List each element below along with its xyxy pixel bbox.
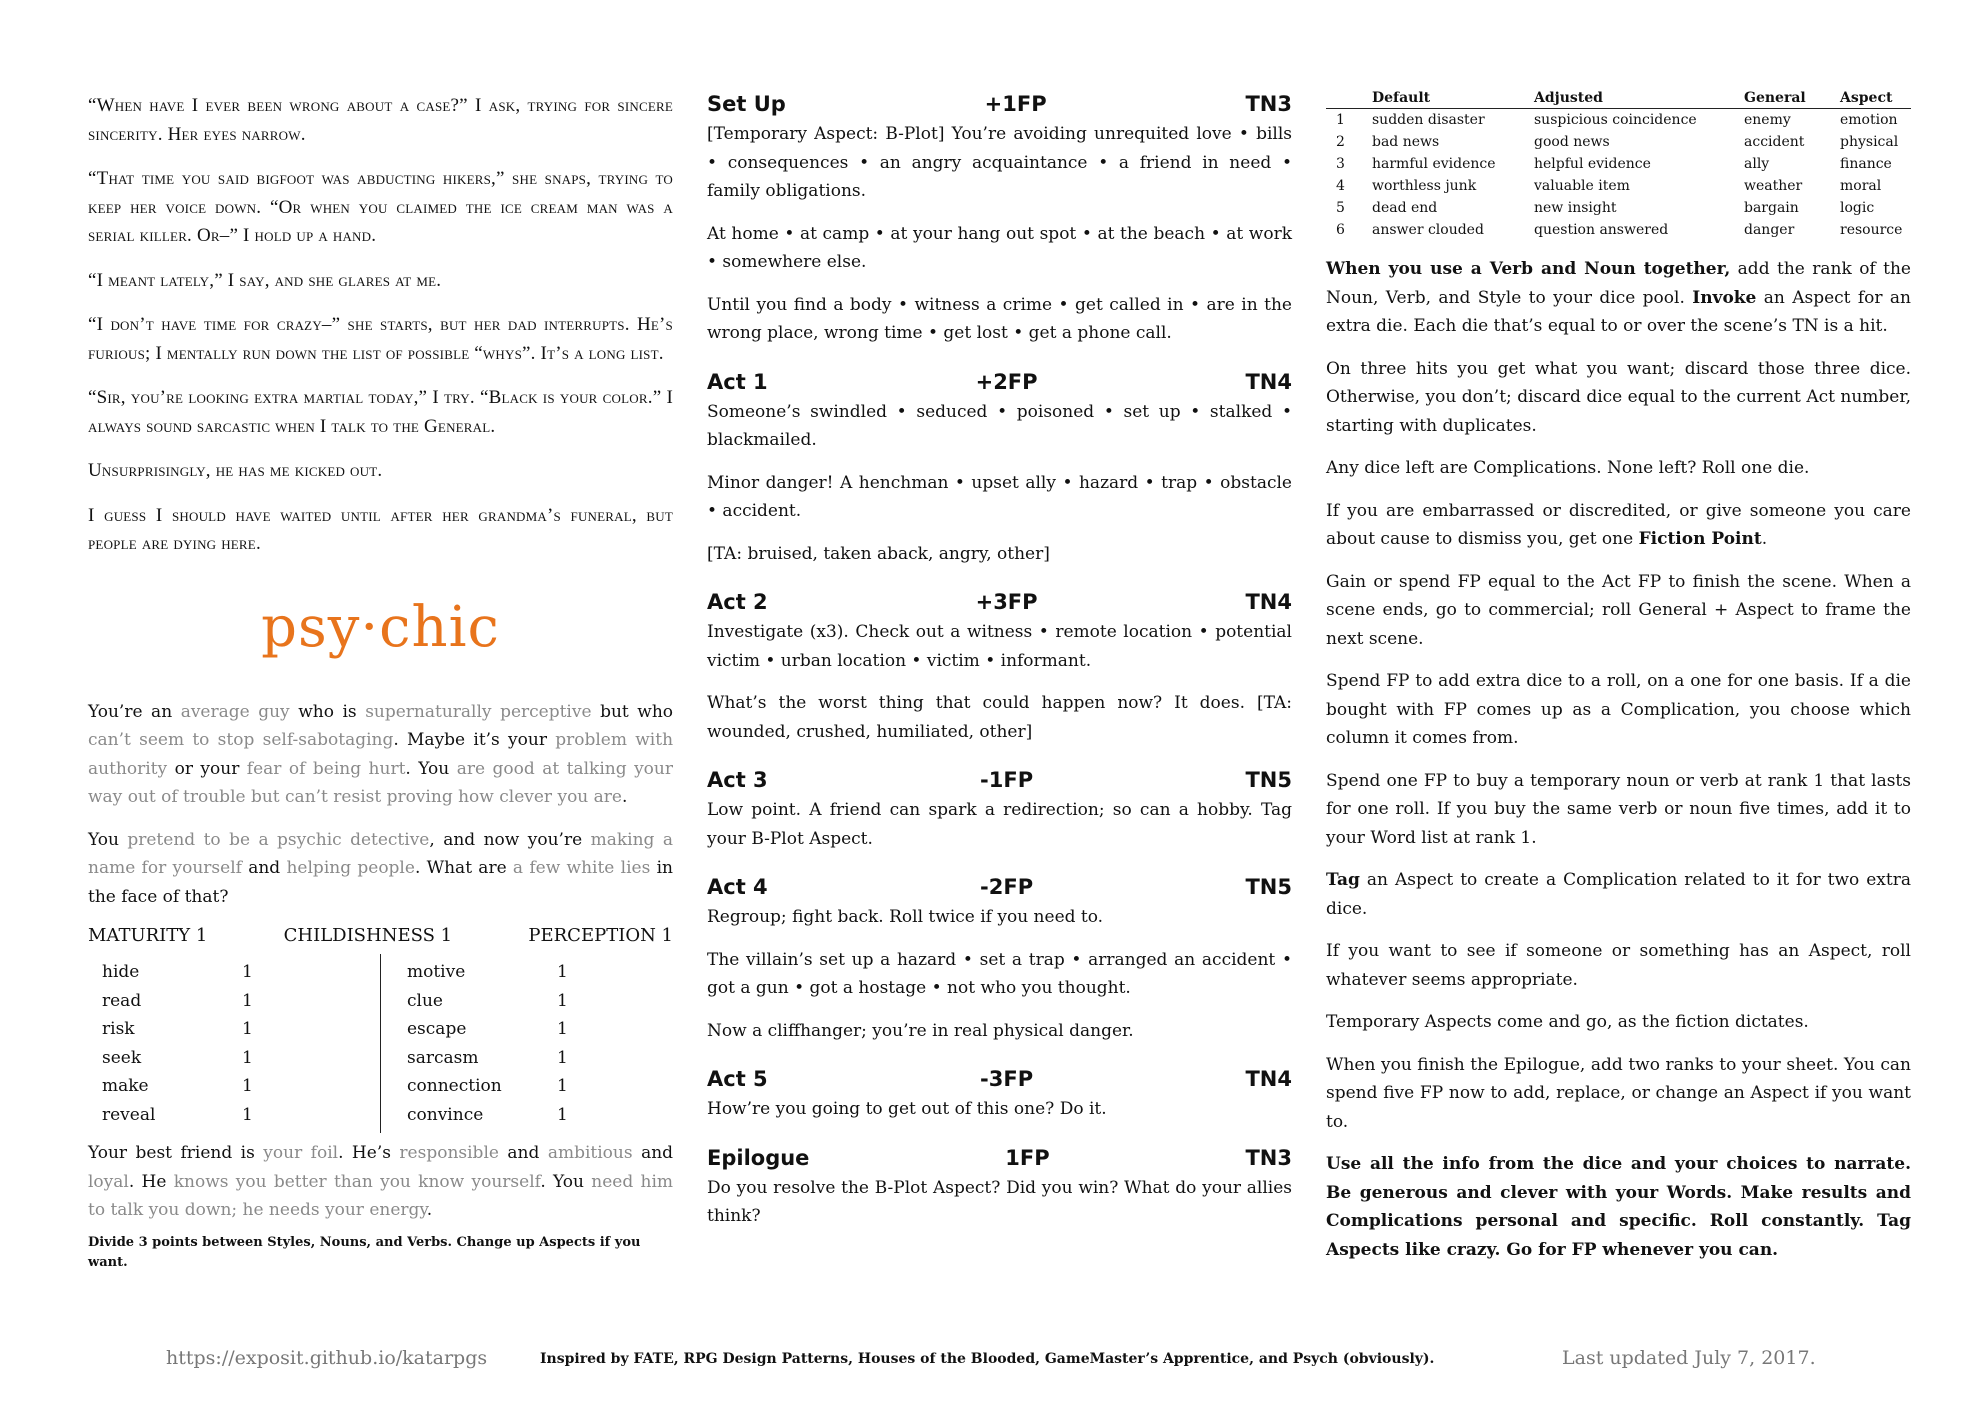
story-paragraph: Unsurprisingly, he has me kicked out. xyxy=(88,460,383,481)
table-cell: 3 xyxy=(1336,156,1345,172)
footer-updated: Last updated July 7, 2017. xyxy=(1562,1347,1816,1369)
story-paragraph: “When have I ever been wrong about a case?” I ask, trying for sincere sincerity. Her eyes narrow. xyxy=(88,95,673,145)
act-paragraph: How’re you going to get out of this one? Do it. xyxy=(707,1099,1107,1119)
act-fp: 1FP xyxy=(1005,1145,1050,1170)
story-paragraph: “Sir, you’re looking extra martial today,” I try. “Black is your color.” I always sound sarcastic when I talk to the General. xyxy=(88,387,673,437)
table-cell: harmful evidence xyxy=(1372,156,1496,172)
table-cell: 2 xyxy=(1336,134,1345,150)
footer-url-link[interactable]: https://exposit.github.io/katarpgs xyxy=(166,1347,488,1369)
words-table xyxy=(88,954,673,1133)
table-cell: bargain xyxy=(1744,200,1799,216)
noun-rank: 1 xyxy=(557,1076,568,1096)
desc-text: You xyxy=(88,829,128,850)
rule-paragraph xyxy=(1326,866,1911,923)
foil-fillin: ambitious xyxy=(547,1143,633,1163)
act-paragraph: [TA: bruised, taken aback, angry, other] xyxy=(707,543,1050,564)
rule-paragraph: Any dice left are Complications. None left? Roll one die. xyxy=(1326,458,1810,478)
story-paragraph: “I don’t have time for crazy–” she starts, but her dad interrupts. He’s furious; I mentally run down the list of possible “whys”. It’s a long list. xyxy=(88,314,673,364)
table-header: General xyxy=(1744,90,1840,109)
style-perception: PERCEPTION 1 xyxy=(528,925,673,946)
act-heading xyxy=(707,1067,1292,1091)
desc-text: . Maybe it’s your xyxy=(393,730,556,750)
verb-rank: 1 xyxy=(242,1047,253,1068)
story-section xyxy=(88,92,673,559)
rule-paragraph: On three hits you get what you want; discard those three dice. Otherwise, you don’t; discard dice equal to the current Act number, starting with duplicates. xyxy=(1326,358,1911,436)
noun-rank: 1 xyxy=(557,1104,568,1125)
act-name: Act 1 xyxy=(707,369,768,394)
act-paragraph: Low point. A friend can spark a redirection; so can a hobby. Tag your B-Plot Aspect. xyxy=(707,800,1292,849)
left-column xyxy=(88,92,673,1273)
desc-text: , and now you’re xyxy=(429,829,591,850)
foil-fillin: your foil xyxy=(263,1143,339,1163)
rule-bold: Fiction Point xyxy=(1638,529,1762,549)
style-childishness: CHILDISHNESS 1 xyxy=(283,925,453,946)
act-paragraph: Until you find a body • witness a crime • get called in • are in the wrong place, wrong time • get lost • get a phone call. xyxy=(707,294,1292,343)
style-maturity: MATURITY 1 xyxy=(88,925,208,946)
desc-fillin: are good at talking your way out of trouble but can’t resist proving how clever you are xyxy=(88,758,673,807)
table-cell: enemy xyxy=(1744,112,1791,128)
desc-text: who is xyxy=(289,701,366,722)
act-paragraph: Regroup; fight back. Roll twice if you need to. xyxy=(707,907,1104,927)
desc-text: in the face of that? xyxy=(88,858,674,907)
desc-fillin: problem with authority xyxy=(88,730,674,779)
rule-paragraph: If you want to see if someone or something has an Aspect, roll whatever seems appropriate. xyxy=(1326,941,1911,990)
desc-text: . What are xyxy=(414,858,513,878)
desc-text: . xyxy=(621,787,628,807)
act-tn: TN4 xyxy=(1245,1067,1292,1091)
act-tn: TN4 xyxy=(1245,369,1292,394)
table-cell: finance xyxy=(1840,156,1892,172)
desc-fillin: fear of being hurt xyxy=(246,758,406,779)
act-section xyxy=(707,1146,1292,1231)
table-header: Default xyxy=(1372,90,1534,109)
page-title: psy·chic xyxy=(261,594,500,660)
desc-text: and xyxy=(241,858,287,878)
noun-name: escape xyxy=(407,1019,467,1039)
noun-rank: 1 xyxy=(557,1047,568,1068)
rule-text: . xyxy=(1761,529,1768,549)
foil-fillin: need him to talk you down; he needs your energy xyxy=(88,1171,673,1220)
act-paragraph: [Temporary Aspect: B-Plot] You’re avoiding unrequited love • bills • consequences • an angry acquaintance • a friend in need • family obligations. xyxy=(707,124,1292,201)
act-tn: TN3 xyxy=(1245,92,1292,116)
divide-note: Divide 3 points between Styles, Nouns, and Verbs. Change up Aspects if you want. xyxy=(88,1234,641,1270)
table-cell: weather xyxy=(1744,178,1803,194)
verb-name: read xyxy=(102,990,142,1011)
nouns-list xyxy=(381,954,673,1133)
description-paragraph-1 xyxy=(88,698,673,812)
table-cell: new insight xyxy=(1534,200,1617,216)
table-cell: valuable item xyxy=(1534,178,1630,194)
act-name: Act 2 xyxy=(707,590,768,614)
table-cell: logic xyxy=(1840,200,1875,216)
table-cell: question answered xyxy=(1534,222,1669,238)
noun-row xyxy=(381,1101,673,1130)
story-paragraph: “That time you said bigfoot was abducting hikers,” she snaps, trying to keep her voice down. “Or when you claimed the ice cream man was a serial killer. Or–” I hold up a hand. xyxy=(88,168,673,246)
table-row xyxy=(1326,131,1911,153)
desc-fillin: supernaturally perceptive xyxy=(365,701,592,722)
right-column xyxy=(1326,90,1911,1278)
rule-text: add the rank of the Noun, Verb, and Style to your dice pool. xyxy=(1326,259,1911,308)
table-header xyxy=(1326,90,1372,109)
act-heading xyxy=(707,370,1292,394)
act-paragraph: At home • at camp • at your hang out spot • at the beach • at work • somewhere else. xyxy=(707,223,1292,272)
act-heading xyxy=(707,590,1292,614)
rule-text: If you are embarrassed or discredited, or give someone you care about cause to dismiss you, get one xyxy=(1326,500,1911,549)
rule-paragraph xyxy=(1326,497,1911,554)
character-description xyxy=(88,698,673,912)
act-name: Act 3 xyxy=(707,768,768,792)
verb-row xyxy=(88,958,380,987)
act-name: Act 5 xyxy=(707,1067,768,1091)
noun-row xyxy=(381,1072,673,1101)
verb-name: make xyxy=(102,1076,149,1096)
table-cell: bad news xyxy=(1372,134,1440,150)
table-header: Adjusted xyxy=(1534,90,1744,109)
verb-name: seek xyxy=(102,1047,142,1068)
act-heading xyxy=(707,92,1292,116)
verb-rank: 1 xyxy=(242,962,253,982)
foil-text: and xyxy=(632,1143,674,1163)
act-section xyxy=(707,370,1292,569)
table-cell: dead end xyxy=(1372,200,1438,216)
rule-paragraph-summary: Use all the info from the dice and your choices to narrate. Be generous and clever with your Words. Make results and Complications personal and specific. Roll constantly. Tag Aspects like crazy. Go for FP whenever you can. xyxy=(1326,1154,1911,1260)
acts-list xyxy=(707,92,1292,1231)
rule-paragraph: When you finish the Epilogue, add two ranks to your sheet. You can spend five FP now to add, replace, or change an Aspect if you want to. xyxy=(1326,1054,1911,1132)
rule-paragraph: Spend FP to add extra dice to a roll, on a one for one basis. If a die bought with FP comes up as a Complication, you choose which column it comes from. xyxy=(1326,671,1911,748)
verb-rank: 1 xyxy=(242,1019,253,1039)
desc-fillin: average guy xyxy=(180,701,290,722)
act-paragraph: Now a cliffhanger; you’re in real physical danger. xyxy=(707,1020,1134,1041)
act-tn: TN3 xyxy=(1245,1145,1292,1170)
rule-text: an Aspect for an extra die. Each die that’s equal to or over the scene’s TN is a hit. xyxy=(1326,287,1912,336)
verb-rank: 1 xyxy=(242,1104,253,1125)
table-cell: danger xyxy=(1744,222,1795,238)
act-heading xyxy=(707,875,1292,899)
verb-row xyxy=(88,1072,380,1101)
verb-rank: 1 xyxy=(242,990,253,1011)
desc-fillin: can’t seem to stop self-sabotaging xyxy=(88,730,394,750)
rule-bold: Tag xyxy=(1326,870,1360,890)
foil-fillin: loyal xyxy=(88,1171,129,1192)
story-paragraph: I guess I should have waited until after her grandma’s funeral, but people are dying here. xyxy=(88,504,673,554)
noun-row xyxy=(381,958,673,987)
table-row xyxy=(1326,219,1911,241)
foil-text: . You xyxy=(540,1171,592,1192)
table-header: Aspect xyxy=(1840,90,1911,109)
act-paragraph: What’s the worst thing that could happen now? It does. [TA: wounded, crushed, humiliated, other] xyxy=(707,693,1292,742)
foil-paragraph xyxy=(88,1139,673,1225)
table-cell: physical xyxy=(1840,134,1899,150)
table-row xyxy=(1326,175,1911,197)
verb-row xyxy=(88,1101,380,1130)
foil-section xyxy=(88,1139,673,1225)
foil-fillin: responsible xyxy=(399,1143,499,1163)
act-section xyxy=(707,768,1292,853)
noun-name: sarcasm xyxy=(407,1047,479,1068)
middle-column xyxy=(707,92,1292,1253)
act-paragraph: Do you resolve the B-Plot Aspect? Did you win? What do your allies think? xyxy=(707,1177,1292,1226)
act-paragraph: Investigate (x3). Check out a witness • remote location • potential victim • urban location • victim • informant. xyxy=(707,622,1292,671)
table-row xyxy=(1326,109,1911,132)
verbs-list xyxy=(88,954,381,1133)
foil-fillin: knows you better than you know yourself xyxy=(173,1171,541,1192)
verb-row xyxy=(88,1044,380,1073)
noun-row xyxy=(381,1015,673,1044)
noun-name: motive xyxy=(407,962,466,982)
act-fp: +1FP xyxy=(984,92,1047,116)
act-paragraph: The villain’s set up a hazard • set a trap • arranged an accident • got a gun • got a hostage • not who you thought. xyxy=(707,949,1292,998)
act-paragraph: Someone’s swindled • seduced • poisoned • set up • stalked • blackmailed. xyxy=(707,401,1292,450)
table-cell: 4 xyxy=(1336,178,1345,194)
table-cell: 6 xyxy=(1336,222,1345,238)
desc-fillin: pretend to be a psychic detective xyxy=(127,829,430,850)
rule-paragraph: Spend one FP to buy a temporary noun or verb at rank 1 that lasts for one roll. If you buy the same verb or noun five times, add it to your Word list at rank 1. xyxy=(1326,770,1911,848)
table-cell: 1 xyxy=(1336,112,1345,128)
table-cell: moral xyxy=(1840,178,1882,194)
noun-name: convince xyxy=(407,1104,484,1125)
foil-text: . He xyxy=(128,1171,174,1192)
desc-text: . You xyxy=(405,758,457,779)
foil-text: . He’s xyxy=(338,1143,400,1163)
table-body xyxy=(1326,109,1911,242)
act-tn: TN4 xyxy=(1245,590,1292,614)
act-tn: TN5 xyxy=(1245,768,1292,792)
rule-text: an Aspect to create a Complication related to it for two extra dice. xyxy=(1326,870,1911,919)
description-paragraph-2 xyxy=(88,826,673,912)
table-cell: suspicious coincidence xyxy=(1534,112,1697,128)
noun-name: connection xyxy=(407,1076,502,1096)
table-cell: sudden disaster xyxy=(1372,112,1485,128)
act-fp: -3FP xyxy=(980,1067,1034,1091)
foil-text: Your best friend is xyxy=(88,1143,264,1163)
desc-fillin: a few white lies xyxy=(512,858,651,878)
noun-row xyxy=(381,1044,673,1073)
rule-bold: When you use a Verb and Noun together, xyxy=(1326,259,1731,279)
act-name: Epilogue xyxy=(707,1145,810,1170)
table-cell: accident xyxy=(1744,134,1805,150)
act-fp: -1FP xyxy=(980,768,1034,792)
noun-name: clue xyxy=(407,990,443,1011)
footer-inspired: Inspired by FATE, RPG Design Patterns, Houses of the Blooded, GameMaster’s Apprentice, and Psych (obviously). xyxy=(540,1351,1435,1367)
table-cell: resource xyxy=(1840,222,1903,238)
verb-row xyxy=(88,1015,380,1044)
table-cell: helpful evidence xyxy=(1534,156,1651,172)
act-section xyxy=(707,1067,1292,1124)
complication-table xyxy=(1326,90,1911,241)
desc-text: You’re an xyxy=(88,701,181,722)
rule-bold: Invoke xyxy=(1692,287,1757,308)
table-header-row xyxy=(1326,90,1911,109)
table-cell: ally xyxy=(1744,156,1770,172)
table-row xyxy=(1326,153,1911,175)
table-cell: 5 xyxy=(1336,200,1345,216)
noun-rank: 1 xyxy=(557,990,568,1011)
table-row xyxy=(1326,197,1911,219)
rule-paragraph xyxy=(1326,255,1911,341)
noun-row xyxy=(381,987,673,1016)
act-tn: TN5 xyxy=(1245,875,1292,899)
table-cell: answer clouded xyxy=(1372,222,1484,238)
table-cell: worthless junk xyxy=(1372,178,1477,194)
act-section xyxy=(707,92,1292,348)
desc-fillin: making a name for yourself xyxy=(88,829,673,878)
noun-rank: 1 xyxy=(557,1019,568,1039)
rule-paragraph: Gain or spend FP equal to the Act FP to finish the scene. When a scene ends, go to commercial; roll General + Aspect to frame the next scene. xyxy=(1326,571,1911,649)
verb-name: risk xyxy=(102,1019,135,1039)
styles-row xyxy=(88,925,673,946)
verb-name: reveal xyxy=(102,1104,156,1125)
act-heading xyxy=(707,768,1292,792)
noun-rank: 1 xyxy=(557,962,568,982)
table-cell: good news xyxy=(1534,134,1610,150)
act-name: Set Up xyxy=(707,92,786,116)
rules-section xyxy=(1326,255,1911,1264)
act-section xyxy=(707,590,1292,746)
desc-text: but who xyxy=(591,701,674,722)
act-name: Act 4 xyxy=(707,875,768,899)
act-paragraph: Minor danger! A henchman • upset ally • hazard • trap • obstacle • accident. xyxy=(707,472,1292,521)
verb-rank: 1 xyxy=(242,1076,253,1096)
act-fp: -2FP xyxy=(980,875,1034,899)
verb-name: hide xyxy=(102,962,140,982)
desc-fillin: helping people xyxy=(286,858,415,878)
story-paragraph: “I meant lately,” I say, and she glares at me. xyxy=(88,269,442,291)
act-heading xyxy=(707,1146,1292,1170)
table-cell: emotion xyxy=(1840,112,1898,128)
verb-row xyxy=(88,987,380,1016)
foil-text: and xyxy=(498,1143,548,1163)
act-fp: +3FP xyxy=(975,590,1038,614)
act-fp: +2FP xyxy=(975,369,1038,394)
foil-text: . xyxy=(426,1200,433,1220)
act-section xyxy=(707,875,1292,1045)
desc-text: or your xyxy=(167,758,247,779)
rule-paragraph: Temporary Aspects come and go, as the fiction dictates. xyxy=(1326,1012,1809,1032)
